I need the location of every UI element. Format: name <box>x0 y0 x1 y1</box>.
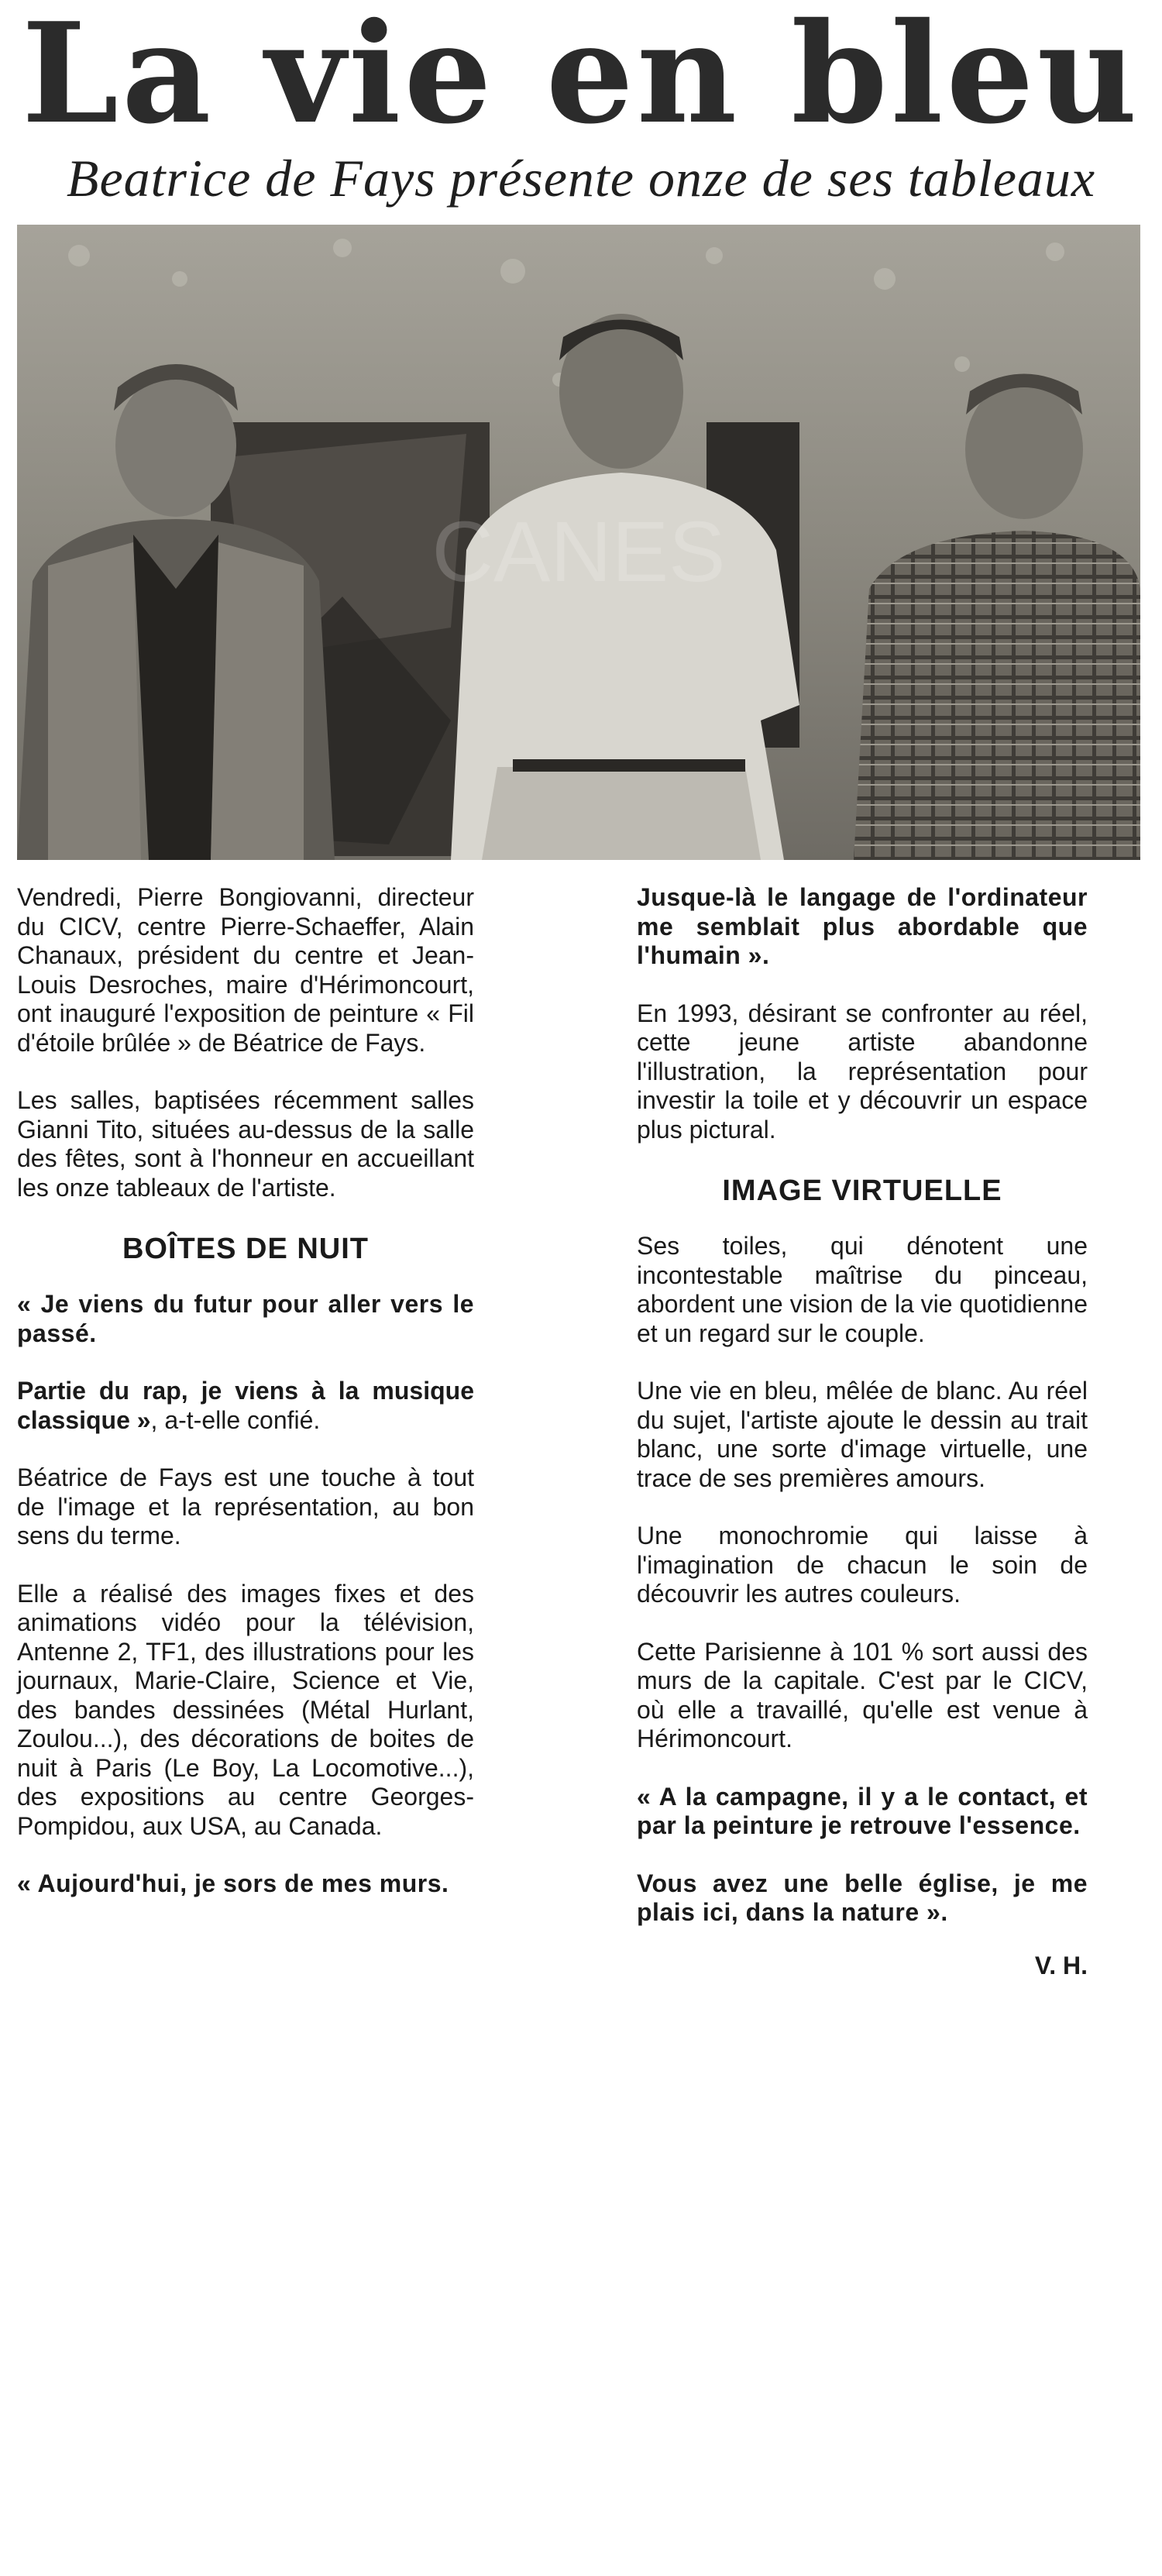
paragraph: Les salles, baptisées récemment salles Gianni Tito, situées au-dessus de la salle des fêtes, sont à l'honneur en accueillant les onze tableaux de l'artiste. <box>17 1086 474 1202</box>
quote-paragraph: « Aujourd'hui, je sors de mes murs. <box>17 1869 449 1897</box>
left-column <box>17 883 474 1928</box>
right-column <box>637 883 1088 1980</box>
photo-watermark: CANES <box>431 504 726 600</box>
quote-paragraph: « A la campagne, il y a le contact, et par la peinture je retrouve l'essence. <box>637 1782 1088 1839</box>
paragraph: Béatrice de Fays est une touche à tout de l'image et la représentation, au bon sens du terme. <box>17 1463 474 1549</box>
quote-paragraph: « Je viens du futur pour aller vers le passé. <box>17 1290 474 1347</box>
article-subtitle: Beatrice de Fays présente onze de ses tableaux <box>66 149 1096 208</box>
quote-attribution: , a-t-elle confié. <box>150 1405 321 1434</box>
quote-paragraph: Jusque-là le langage de l'ordinateur me semblait plus abordable que l'humain ». <box>637 883 1088 969</box>
section-heading: IMAGE VIRTUELLE <box>722 1175 1002 1207</box>
section-heading: BOÎTES DE NUIT <box>122 1233 370 1265</box>
paragraph: En 1993, désirant se confronter au réel, cette jeune artiste abandonne l'illustration, la représentation pour investir la toile et y découvrir un espace plus pictural. <box>637 999 1088 1144</box>
paragraph: Ses toiles, qui dénotent une incontestable maîtrise du pinceau, abordent une vision de la vie quotidienne et un regard sur le couple. <box>637 1232 1088 1347</box>
paragraph: Vendredi, Pierre Bongiovanni, directeur du CICV, centre Pierre-Schaeffer, Alain Chanaux, président du centre et Jean-Louis Desroches, maire d'Hérimoncourt, ont inauguré l'exposition de peinture « Fil d'étoile brûlée » de Béatrice de Fays. <box>17 883 474 1057</box>
paragraph: Une vie en bleu, mêlée de blanc. Au réel du sujet, l'artiste ajoute le dessin au trait blanc, une sorte d'image virtuelle, une trace de ses premières amours. <box>637 1377 1088 1492</box>
paragraph: Une monochromie qui laisse à l'imagination de chacun le soin de découvrir les autres couleurs. <box>637 1522 1088 1608</box>
article-headline: La vie en bleu <box>21 0 1141 154</box>
quote-text: Partie du rap, je viens à la musique classique » <box>17 1377 474 1434</box>
quote-paragraph: Vous avez une belle église, je me plais ici, dans la nature ». <box>637 1869 1088 1926</box>
paragraph <box>17 1377 474 1435</box>
paragraph: Cette Parisienne à 101 % sort aussi des murs de la capitale. C'est par le CICV, où elle a travaillé, qu'elle est venue à Hérimoncourt. <box>637 1637 1088 1752</box>
paragraph: Elle a réalisé des images fixes et des animations vidéo pour la télévision, Antenne 2, TF1, des illustrations pour les journaux, Marie-Claire, Science et Vie, des bandes dessinées (Métal Hurlant, Zoulou...), des décorations de boites de nuit à Paris (Le Boy, La Locomotive...), des expositions au centre Georges-Pompidou, aux USA, au Canada. <box>17 1579 474 1840</box>
author-signature: V. H. <box>1034 1951 1088 1979</box>
article-photo <box>17 225 1140 860</box>
